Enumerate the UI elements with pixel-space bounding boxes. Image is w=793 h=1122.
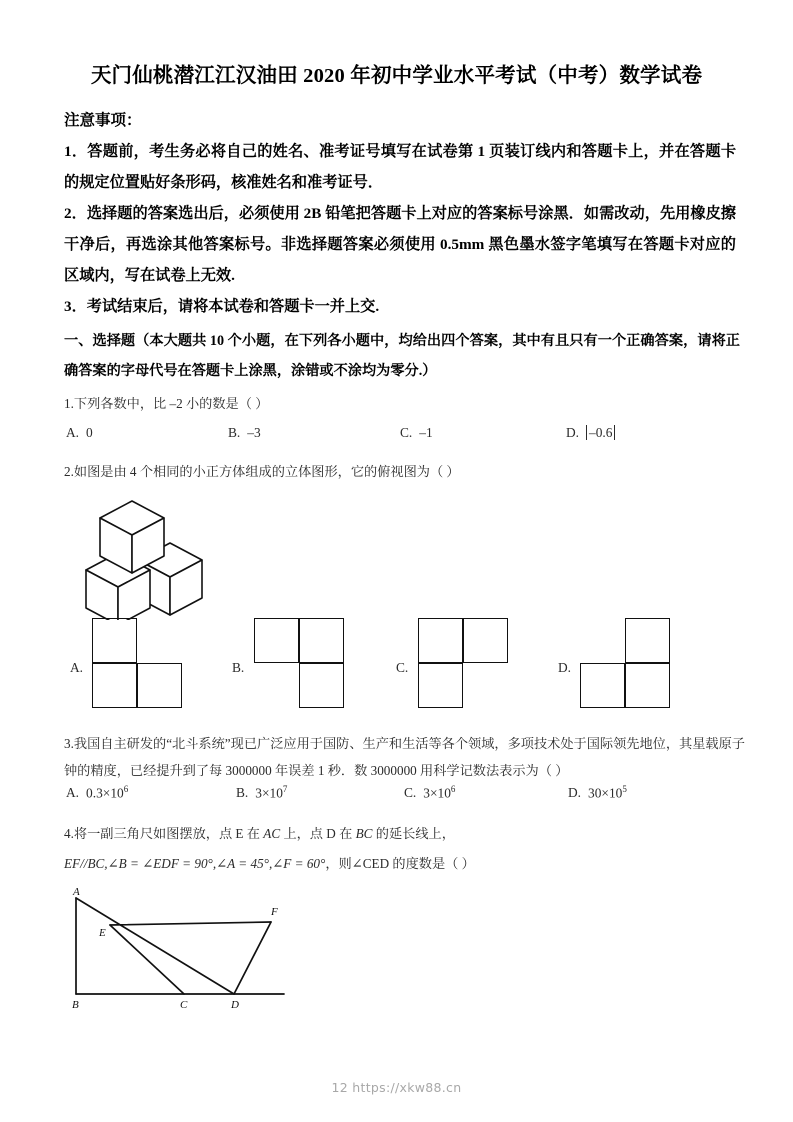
option-d-label: D.: [568, 785, 582, 801]
q4-angle-conditions: ,∠B = ∠EDF = 90°,∠A = 45°,∠F = 60°: [104, 856, 326, 871]
question-3-text: 3.我国自主研发的“北斗系统”现已广泛应用于国防、生产和生活等各个领域，多项技术处于国际领先地位，其星载原子钟的精度，已经提升到了每 3000000 年误差 1 秒．数 3000000 用科学记数法表示为（ ）: [64, 736, 745, 778]
geometry-svg: [66, 884, 326, 1014]
cell-top-right: [625, 618, 670, 663]
question-1-text: 1.下列各数中，比 –2 小的数是（ ）: [64, 396, 269, 411]
question-4-stem-line1: [64, 820, 744, 847]
option-b-label: B.: [236, 785, 249, 801]
option-a-value: 0.3×10: [86, 785, 124, 801]
question-3-option-a[interactable]: [66, 784, 128, 801]
option-b-value: –3: [247, 425, 261, 440]
label-D: D: [231, 999, 239, 1011]
notice-heading: 注意事项：: [64, 112, 142, 129]
q4-part-b: 上，点 D 在: [280, 826, 356, 841]
option-a-exponent: 6: [123, 784, 129, 794]
option-d-label: D.: [566, 425, 580, 440]
label-A: A: [73, 886, 80, 898]
option-a-value: 0: [86, 425, 93, 440]
solid-figure-svg: [78, 498, 218, 620]
q4-part-c: 的延长线上，: [372, 826, 455, 841]
option-b-exponent: 7: [282, 784, 288, 794]
question-3-stem: [64, 730, 748, 784]
question-2-stem: [64, 458, 744, 485]
question-1-option-d[interactable]: [566, 425, 615, 441]
option-c-label: C.: [404, 785, 417, 801]
question-2-text: 2.如图是由 4 个相同的小正方体组成的立体图形，它的俯视图为（ ）: [64, 464, 460, 479]
question-2-option-d[interactable]: [558, 618, 718, 718]
cell-top-right: [463, 618, 508, 663]
question-3-option-d[interactable]: [568, 784, 627, 801]
question-3-option-b[interactable]: [236, 784, 287, 801]
cell-top-right: [299, 618, 344, 663]
notice-item-3: 3．考试结束后，请将本试卷和答题卡一并上交.: [64, 298, 380, 315]
option-d-value: –0.6: [586, 425, 615, 440]
label-F: F: [271, 906, 278, 918]
vertex-labels: [72, 886, 278, 1011]
section-heading: 一、选择题（本大题共 10 个小题，在下列各小题中，均给出四个答案，其中有且只有一个正确答案，请将正确答案的字母代号在答题卡上涂黑，涂错或不涂均为零分.）: [64, 333, 740, 379]
option-a-label: A.: [70, 660, 84, 675]
option-b-label: B.: [232, 660, 245, 675]
q4-segment-bc: BC: [355, 826, 373, 841]
question-2-option-c[interactable]: [396, 618, 556, 718]
page-watermark: 12 https://xkw88.cn: [331, 1080, 462, 1095]
question-1-options: [66, 425, 750, 451]
option-a-label: A.: [66, 425, 80, 440]
question-3-options: [66, 784, 750, 810]
option-c-value: 3×10: [423, 785, 451, 801]
cell-top-left: [254, 618, 299, 663]
page-title: 天门仙桃潜江江汉油田 2020 年初中学业水平考试（中考）数学试卷: [90, 65, 703, 87]
cell-bottom-right: [625, 663, 670, 708]
option-c-exponent: 6: [450, 784, 456, 794]
question-1-option-b[interactable]: [228, 425, 261, 441]
question-1-option-c[interactable]: [400, 425, 433, 441]
q4-segment-ac: AC: [263, 826, 281, 841]
notice-list: [64, 136, 736, 322]
cell-bottom-right: [137, 663, 182, 708]
cell-top-left: [92, 618, 137, 663]
q4-question-tail: ，则∠CED 的度数是（ ）: [325, 856, 475, 871]
four-cube-solid-figure: [78, 498, 218, 620]
label-C: C: [180, 999, 188, 1011]
notice-item-2: 2．选择题的答案选出后，必须使用 2B 铅笔把答题卡上对应的答案标号涂黑．如需改动，先用橡皮擦干净后，再选涂其他答案标号。非选择题答案必须使用 0.5mm 黑色墨水签字笔填写在答题卡对应的区域内，写在试卷上无效.: [64, 205, 736, 284]
cell-bottom-left: [580, 663, 625, 708]
notice-item-1: 1．答题前，考生务必将自己的姓名、准考证号填写在试卷第 1 页装订线内和答题卡上，并在答题卡的规定位置贴好条形码，核准姓名和准考证号．: [64, 143, 736, 191]
q4-parallel-condition: EF//BC: [64, 856, 105, 871]
question-2-option-a[interactable]: [70, 618, 230, 718]
triangle-rulers-figure: [66, 884, 326, 1014]
option-c-value: –1: [419, 425, 433, 440]
q4-part-a: 4.将一副三角尺如图摆放，点 E 在: [64, 826, 264, 841]
cell-bottom-left: [92, 663, 137, 708]
question-4-stem-line2: [64, 850, 744, 877]
question-1-stem: [64, 390, 744, 417]
label-E: E: [99, 927, 106, 939]
cell-bottom-right: [299, 663, 344, 708]
question-3-option-c[interactable]: [404, 784, 455, 801]
option-b-label: B.: [228, 425, 241, 440]
option-d-exponent: 5: [622, 784, 627, 794]
question-2-option-b[interactable]: [232, 618, 392, 718]
option-d-value: 30×10: [588, 785, 623, 801]
option-d-label: D.: [558, 660, 572, 675]
question-1-option-a[interactable]: [66, 425, 93, 441]
option-b-value: 3×10: [255, 785, 283, 801]
option-c-label: C.: [400, 425, 413, 440]
option-a-label: A.: [66, 785, 80, 801]
cell-bottom-left: [418, 663, 463, 708]
option-c-label: C.: [396, 660, 409, 675]
cell-top-left: [418, 618, 463, 663]
label-B: B: [72, 999, 79, 1011]
